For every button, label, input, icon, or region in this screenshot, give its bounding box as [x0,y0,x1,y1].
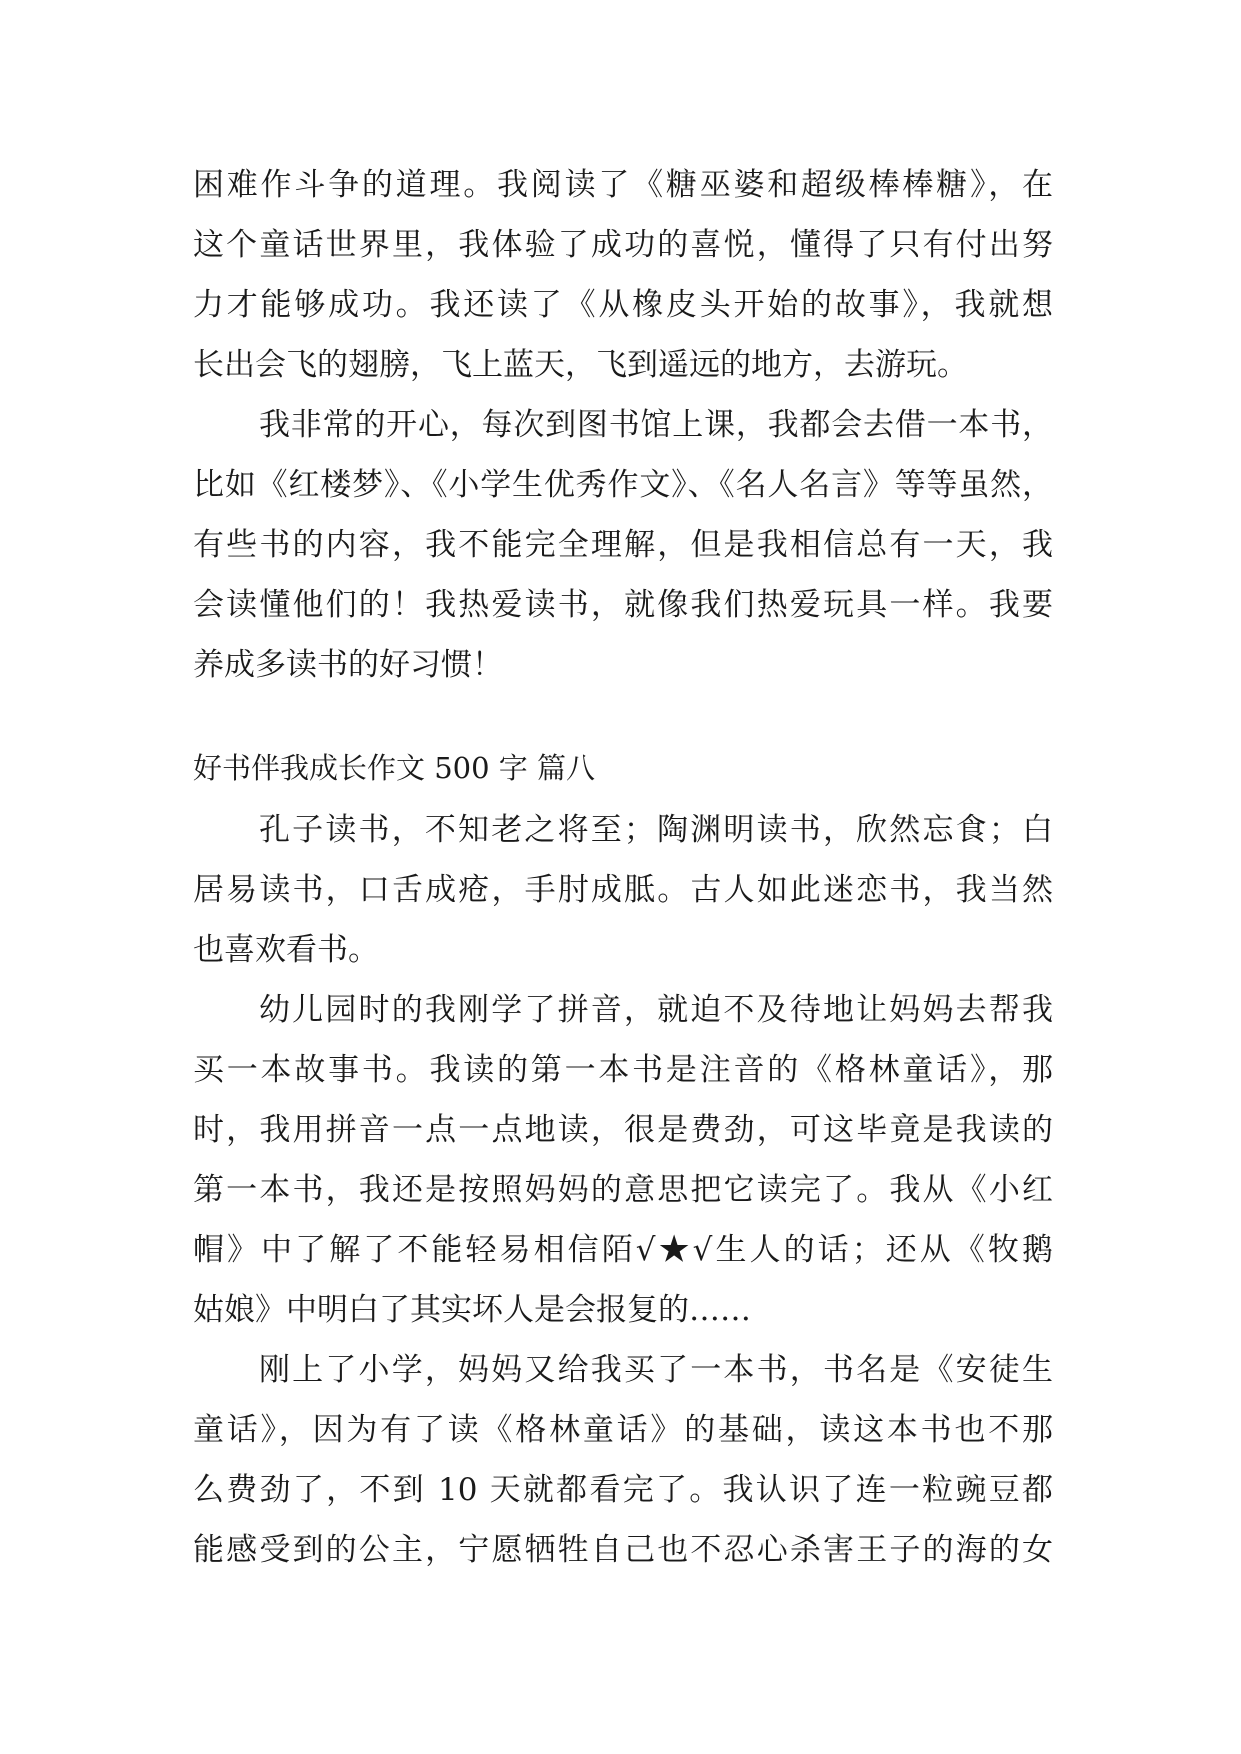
paragraph-line: 帽》中了解了不能轻易相信陌√★√生人的话；还从《牧鹅 [193,1232,1053,1268]
paragraph-line: 比如《红楼梦》、《小学生优秀作文》、《名人名言》等等虽然， [193,467,1053,503]
paragraph-line: 也喜欢看书。 [193,932,379,968]
paragraph-line: 长出会飞的翅膀，飞上蓝天，飞到遥远的地方，去游玩。 [193,347,968,383]
paragraph-line: 困难作斗争的道理。我阅读了《糖巫婆和超级棒棒糖》，在 [193,167,1053,203]
paragraph-line: 刚上了小学，妈妈又给我买了一本书，书名是《安徒生 [259,1352,1053,1388]
paragraph-line: 么费劲了，不到 10 天就都看完了。我认识了连一粒豌豆都 [193,1472,1053,1508]
paragraph-line: 买一本故事书。我读的第一本书是注音的《格林童话》，那 [193,1052,1053,1088]
paragraph-line: 姑娘》中明白了其实坏人是会报复的…… [193,1292,751,1328]
paragraph-line: 能感受到的公主，宁愿牺牲自己也不忍心杀害王子的海的女 [193,1532,1053,1568]
paragraph-line: 有些书的内容，我不能完全理解，但是我相信总有一天，我 [193,527,1053,563]
paragraph-line: 孔子读书，不知老之将至；陶渊明读书，欣然忘食；白 [259,812,1053,848]
section-heading: 好书伴我成长作文 500 字 篇八 [193,751,596,785]
paragraph-line: 童话》，因为有了读《格林童话》的基础，读这本书也不那 [193,1412,1053,1448]
paragraph-line: 养成多读书的好习惯！ [193,647,503,683]
paragraph-line: 力才能够成功。我还读了《从橡皮头开始的故事》，我就想 [193,287,1053,323]
paragraph-line: 会读懂他们的！我热爱读书，就像我们热爱玩具一样。我要 [193,587,1053,623]
paragraph-line: 幼儿园时的我刚学了拼音，就迫不及待地让妈妈去帮我 [259,992,1053,1028]
paragraph-line: 我非常的开心，每次到图书馆上课，我都会去借一本书， [259,407,1053,443]
paragraph-line: 居易读书，口舌成疮，手肘成胝。古人如此迷恋书，我当然 [193,872,1053,908]
paragraph-line: 时，我用拼音一点一点地读，很是费劲，可这毕竟是我读的 [193,1112,1053,1148]
paragraph-line: 这个童话世界里，我体验了成功的喜悦，懂得了只有付出努 [193,227,1053,263]
paragraph-line: 第一本书，我还是按照妈妈的意思把它读完了。我从《小红 [193,1172,1053,1208]
